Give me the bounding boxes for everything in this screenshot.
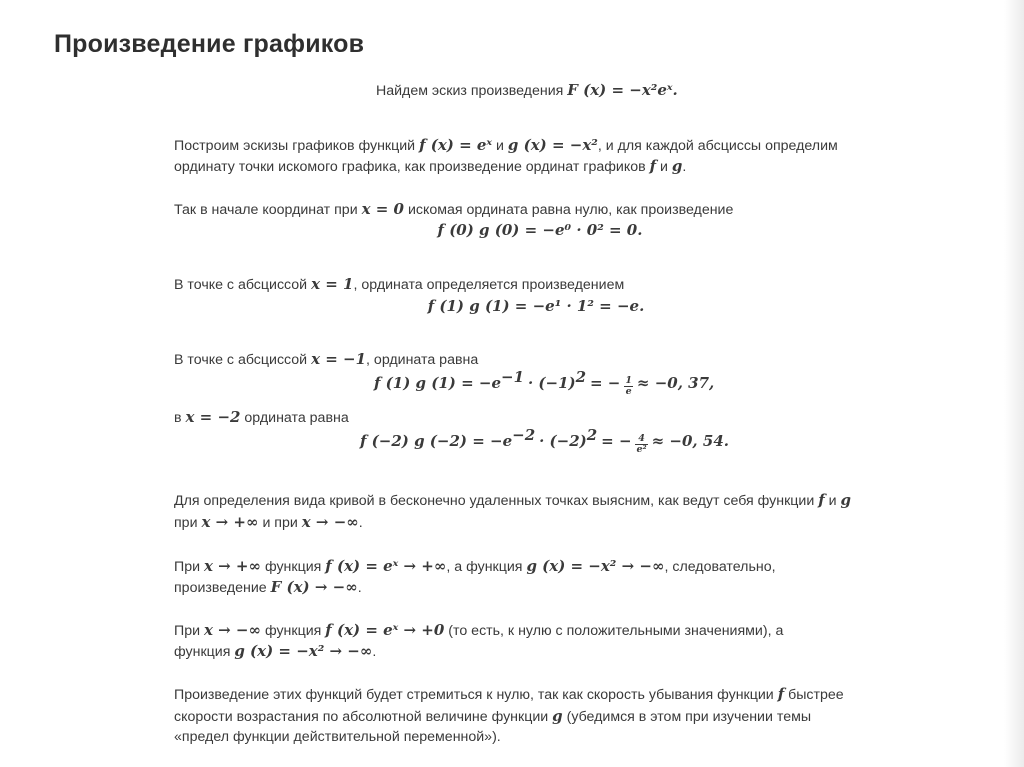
p5-formula-end: ≈ −0, 54. (651, 432, 729, 450)
p4-exp: −1 (501, 368, 525, 386)
p6-text-a: Для определения вида кривой в бесконечно удаленных точках выясним, как ведут себя функции (174, 493, 815, 509)
p1-text-c: , и для каждой абсциссы определим (597, 138, 838, 154)
intro-line (376, 80, 678, 101)
p4-line1 (174, 349, 478, 370)
slide-title: Произведение графиков (54, 30, 365, 58)
p9-text-a: Произведение этих функций будет стремиться к нулю, так как скорость убывания функции (174, 687, 774, 703)
p8-end: . (372, 644, 377, 660)
p9-fn: f (777, 685, 785, 703)
p4-formula-mid: · (−1) (527, 374, 576, 392)
p4-text-a: В точке с абсциссой (174, 352, 308, 368)
p8-text-b: функция (264, 623, 322, 639)
p6-text-d: и при (262, 515, 298, 531)
page-edge-shadow (1004, 0, 1024, 767)
p9-text-c: скорости возрастания по абсолютной величине функции (174, 709, 549, 725)
p8-lim: x → −∞ (203, 621, 261, 639)
p6-lim1: x → +∞ (201, 513, 259, 531)
p4-frac-num: 1 (625, 375, 632, 386)
p3-line1 (174, 274, 624, 295)
p1-gn: g (671, 157, 683, 175)
p3-x: x = 1 (311, 275, 354, 293)
p6-gn: g (840, 491, 852, 509)
p1-g-formula: g (x) = −x² (507, 136, 598, 154)
p7-f: f (x) = eˣ → +∞ (325, 557, 447, 575)
p3-formula: f (1) g (1) = −e¹ · 1² = −e. (427, 297, 645, 315)
p7-text-e: произведение (174, 580, 267, 596)
p6-fn: f (818, 491, 825, 509)
p5-text-b: ордината равна (244, 410, 349, 426)
p1-line1 (174, 135, 838, 156)
p7-line1 (174, 556, 776, 577)
p7-lim: x → +∞ (203, 557, 261, 575)
p6-text-b: и (828, 493, 837, 509)
p1-fn: f (649, 157, 657, 175)
p7-text-d: , следовательно, (664, 559, 776, 575)
p8-g: g (x) = −x² → −∞ (234, 642, 373, 660)
p5-x: x = −2 (185, 408, 241, 426)
p5-frac-num: 4 (635, 434, 647, 445)
p8-text-c: (то есть, к нулю с положительными значениями), а (448, 623, 784, 639)
p4-exp2: 2 (575, 368, 587, 386)
p9-line1 (174, 684, 844, 705)
p4-text-b: , ордината равна (366, 352, 479, 368)
p5-fraction (635, 434, 647, 455)
p5-formula-eq: = − (601, 432, 632, 450)
p4-formula-line (374, 368, 715, 397)
p4-fraction (624, 376, 633, 397)
p2-formula-line (0, 220, 1024, 241)
p5-line1 (174, 407, 349, 428)
p2-x: x = 0 (361, 200, 404, 218)
p7-end: . (357, 580, 362, 596)
p1-text-a: Построим эскизы графиков функций (174, 138, 416, 154)
p3-text-a: В точке с абсциссой (174, 277, 308, 293)
p4-x: x = −1 (311, 350, 367, 368)
p5-frac-den: e² (636, 444, 647, 455)
p9-gn: g (552, 707, 563, 725)
p5-text-a: в (174, 410, 182, 426)
p5-exp: −2 (512, 426, 536, 444)
p8-line1 (174, 620, 783, 641)
p4-formula-end: ≈ −0, 37, (636, 374, 715, 392)
p5-exp2: 2 (586, 426, 598, 444)
p5-formula-line (360, 426, 729, 455)
p5-formula-lhs: f (−2) g (−2) = −e (360, 432, 513, 450)
p9-text-b: быстрее (788, 687, 844, 703)
p1-text-d: ординату точки искомого графика, как произведение ординат графиков (174, 159, 646, 175)
p9-line2 (174, 706, 811, 727)
p2-line1 (174, 199, 733, 220)
p8-text-d: функция (174, 644, 231, 660)
p4-frac-den: e (625, 386, 632, 397)
p3-text-b: , ордината определяется произведением (353, 277, 625, 293)
p7-g: g (x) = −x² → −∞ (526, 557, 665, 575)
p1-f-formula: f (x) = eˣ (419, 136, 493, 154)
p4-formula-eq: = − (590, 374, 621, 392)
p1-text-b: и (496, 138, 504, 154)
p9-line3 (174, 727, 501, 747)
p6-text-c: при (174, 515, 198, 531)
p9-text-d: (убедимся в этом при изучении темы (566, 709, 812, 725)
p2-text-a: Так в начале координат при (174, 202, 358, 218)
p8-line2 (174, 641, 376, 662)
intro-formula: F (x) = −x²eˣ. (567, 81, 678, 99)
p6-line1 (174, 490, 851, 511)
p3-formula-line (0, 296, 1024, 317)
p8-f: f (x) = eˣ → +0 (325, 621, 445, 639)
p1-text-e: и (660, 159, 668, 175)
p1-end: . (682, 159, 687, 175)
p2-formula: f (0) g (0) = −e⁰ · 0² = 0. (437, 221, 643, 239)
intro-text: Найдем эскиз произведения (376, 83, 564, 99)
p6-end: . (358, 515, 363, 531)
p6-lim2: x → −∞ (301, 513, 359, 531)
p2-text-b: искомая ордината равна нулю, как произведение (407, 202, 734, 218)
p6-line2 (174, 512, 363, 533)
p7-text-b: функция (264, 559, 322, 575)
p1-line2 (174, 156, 686, 177)
p7-text-a: При (174, 559, 201, 575)
p9-text-e: «предел функции действительной переменной»). (174, 729, 501, 745)
p8-text-a: При (174, 623, 201, 639)
p7-F: F (x) → −∞ (270, 578, 358, 596)
p7-text-c: , а функция (446, 559, 523, 575)
p7-line2 (174, 577, 362, 598)
p5-formula-mid: · (−2) (539, 432, 587, 450)
p4-formula-lhs: f (1) g (1) = −e (374, 374, 501, 392)
